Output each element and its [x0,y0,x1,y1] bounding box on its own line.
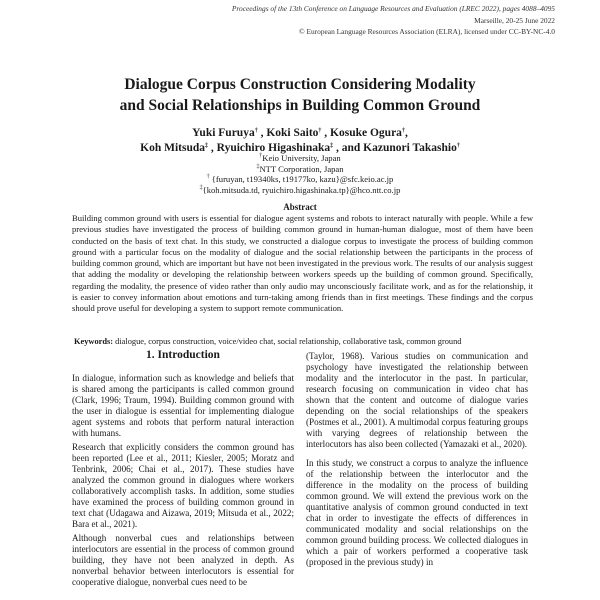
abstract-heading: Abstract [283,202,317,212]
affiliation-mark: † [456,142,460,149]
title-line: and Social Relationships in Building Common Ground [119,97,481,114]
affiliation-mark: ‡ [205,142,209,149]
affiliation [0,164,600,175]
author: , and Kazunori Takashio [336,141,457,154]
paragraph: (Taylor, 1968). Various studies on communication and psychology have investigated the relationship between modality and the interlocutor in the past. In particular, research focusing on communication in video chat has shown that the content and outcome of dialogue varies depending on the social relationships of the speakers (Postmes et al., 2001). A multimodal corpus featuring groups with varying degrees of relationship between the interlocutors has also been collected (Yamazaki et al., 2020). [306,351,529,449]
author: , Ryuichiro Higashinaka [210,141,331,154]
affiliation-mark: † [401,128,405,134]
affiliation-text: NTT Corporation, Japan [259,163,344,174]
section-heading: 1. Introduction [146,349,220,361]
paragraph: In dialogue, information such as knowledge and beliefs that is shared among the participants is called common ground (Clark, 1996; Traum, 1994). Building common ground with the user in dialogue is essential for implementing dialogue agent systems and robots that perform natural interaction with humans. [72,373,294,438]
keywords-text: dialogue, corpus construction, voice/video chat, social relationship, collaborative task, common ground [115,337,462,346]
affiliation-mark: † [318,128,322,134]
affiliation-text: Keio University, Japan [262,153,341,163]
location-line: Marseille, 20-25 June 2022 [474,15,555,25]
author: Yuki Furuya [192,127,255,139]
author: , Koki Saito [260,127,319,139]
author: , Kosuke Ogura [324,127,402,139]
paragraph: In this study, we construct a corpus to analyze the influence of the relationship between the interlocutor and the difference in the modality on the process of building common ground. We will extend the previous work on the quantitative analysis of common ground conducted in text chat in order to investigate the effects of differences in communicated modality and social relationships on the common ground building process. We collected dialogues in which a pair of workers performed a cooperative task (proposed in the previous study) in [306,458,528,567]
keywords-label: Keywords: [74,337,114,346]
paper-title [0,74,600,116]
author-line [0,126,600,141]
email [0,185,600,196]
affiliation-mark: ‡ [199,185,203,192]
affiliation-mark: ‡ [256,163,260,170]
email-text: {koh.mitsuda.td, ryuichiro.higashinaka.tp}@hco.ntt.co.jp [202,185,401,196]
affiliation [0,153,600,164]
affiliations [0,153,600,196]
abstract-text: Building common ground with users is essential for dialogue agent systems and robots to interact naturally with people. While a few previous studies have investigated the process of building common ground in human-human dialogue, most of them have been conducted on the basis of text chat. In this study, we constructed a dialogue corpus to investigate the process of building common ground with a particular focus on the modality of dialogue and the social relationship between the participants in the process of building common ground, which are important but have not been investigated in the previous work. The results of our analysis suggest that adding the modality or developing the relationship between workers speeds up the building of common ground. Specifically, regarding the modality, the presence of video rather than only audio may unconsciously facilitate work, and as for the relationship, it is easier to convey information about emotions and turn-taking among friends than in first meetings. These findings and the corpus should prove useful for developing a system to support remote communication. [72,213,533,314]
affiliation-mark: ‡ [330,142,334,149]
email [0,174,600,185]
affiliation-mark: † [259,153,263,159]
email-text: {furuyan, t19340ks, t19177ko, kazu}@sfc.keio.ac.jp [209,174,394,185]
separator: , [404,127,408,139]
left-column [72,373,294,591]
author: Koh Mitsuda [140,141,206,154]
right-column [306,351,528,571]
page-header [232,3,555,38]
license-line: © European Language Resources Association (ELRA), licensed under CC-BY-NC-4.0 [298,27,555,36]
affiliation-mark: † [206,174,210,181]
affiliation-mark: † [254,128,258,134]
proceedings-line: Proceedings of the 13th Conference on Language Resources and Evaluation (LREC 2022), pages 4088–4095 [231,4,555,13]
paragraph: Although nonverbal cues and relationships between interlocutors are essential in the process of common ground building, they have not been analyzed in depth. As nonverbal behavior between interlocutors is essential for cooperative dialogue, nonverbal cues need to be [72,533,294,587]
paragraph: Research that explicitly considers the common ground has been reported (Lee et al., 2011; Kiesler, 2005; Moratz and Tenbrink, 2006; Chai et al., 2017). These studies have analyzed the common ground in dialogues where workers collaboratively accomplish tasks. In addition, some studies have examined the process of building common ground in text chat (Udagawa and Aizawa, 2019; Mitsuda et al., 2022; Bara et al., 2021). [72,442,294,529]
keywords [74,337,461,346]
title-line: Dialogue Corpus Construction Considering Modality [124,76,476,93]
author-list [0,126,600,155]
